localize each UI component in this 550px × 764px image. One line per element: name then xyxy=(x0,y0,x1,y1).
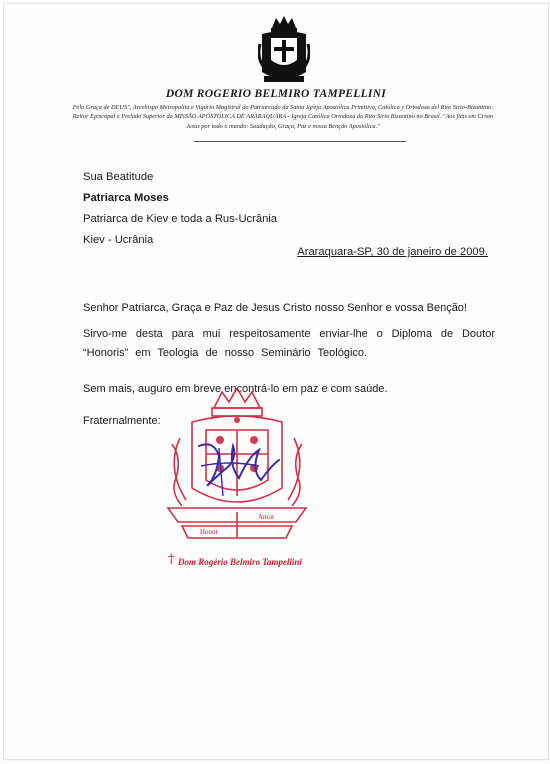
coat-of-arms-icon xyxy=(258,14,310,86)
signoff: Fraternalmente: xyxy=(83,415,161,427)
recipient-title: Patriarca de Kiev e toda a Rus-Ucrânia xyxy=(83,213,278,225)
stamp-banner-right: Amor xyxy=(258,513,275,521)
stamp-banner-left: Honor xyxy=(200,528,218,536)
letter-date: Araraquara-SP, 30 de janeiro de 2009. xyxy=(297,246,488,258)
recipient-salutation: Sua Beatitude xyxy=(83,171,154,183)
main-paragraph: Sirvo-me desta para mui respeitosamente enviar-lhe o Diploma de Doutor “Honoris” em Teologia de nosso Seminário Teológico. xyxy=(83,328,495,359)
greeting-paragraph: Senhor Patriarca, Graça e Paz de Jesus Cristo nosso Senhor e vossa Benção! xyxy=(83,302,467,314)
closing-paragraph: Sem mais, auguro em breve encontrá-lo em paz e com saúde. xyxy=(83,383,388,395)
handwritten-signature xyxy=(189,436,289,506)
letterhead-description: Pela Graça de DEUS", Arcebispo Metropolita e Vigário Magistral do Patriarcado da Santa Igreja Apostólica Primitiva, Católica y Ortodoxa del Rito Sirio-Bizantino; Reitor Episcopal e Prelado Superior da MISSÃO APOSTÓLICA DE ARARAQUARA - Igreja Católica Ortodoxa do Rito Sirio Bizantino no Brasil. "Aos fiéis em Cristo Jesus por todo o mundo: Saudação, Graça, Paz e nossa Benção Apostólica." xyxy=(72,104,494,130)
letter-page xyxy=(3,3,549,760)
signature-printed-name: Dom Rogério Belmiro Tampellini xyxy=(178,557,302,567)
recipient-location: Kiev - Ucrânia xyxy=(83,234,154,246)
signature-cross: † xyxy=(168,552,175,567)
letterhead-divider xyxy=(194,141,406,142)
recipient-block xyxy=(83,167,277,251)
letterhead-name: DOM ROGERIO BELMIRO TAMPELLINI xyxy=(165,88,387,100)
recipient-name: Patriarca Moses xyxy=(83,192,169,204)
